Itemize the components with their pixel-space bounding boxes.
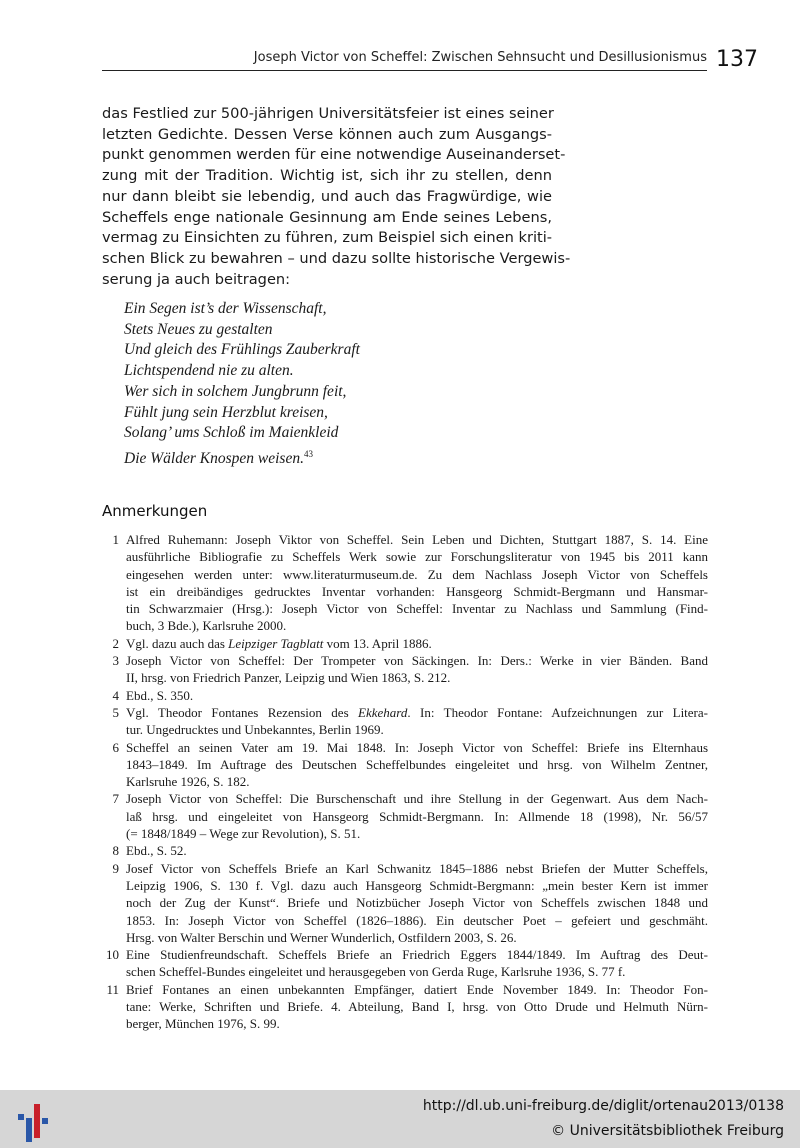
- copyright-notice: © Universitätsbibliothek Freiburg: [551, 1123, 784, 1139]
- note-item: [102, 635, 708, 652]
- note-line: Leipzig 1906, S. 130 f. Vgl. dazu auch Hansgeorg Schmidt-Bergmann: „mein bester Kern ist immer: [126, 877, 708, 893]
- body-line: letzten Gedichte. Dessen Verse können auch zum Ausgangs-: [102, 125, 552, 143]
- note-number: 1: [112, 532, 119, 547]
- note-line: Alfred Ruhemann: Joseph Viktor von Scheffel. Sein Leben und Dichten, Stuttgart 1887, S. 14. Eine: [126, 532, 708, 547]
- note-item: [102, 687, 708, 704]
- note-item: [102, 860, 708, 946]
- library-logo-icon: [16, 1098, 52, 1142]
- body-line: vermag zu Einsichten zu führen, zum Beispiel sich einen kriti-: [102, 229, 553, 247]
- poem-line: Wer sich in solchem Jungbrunn feit,: [124, 382, 347, 400]
- running-title: Joseph Victor von Scheffel: Zwischen Sehnsucht und Desillusionismus: [253, 50, 707, 65]
- note-text: . In: Theodor Fontane: Aufzeichnungen zur Litera-: [407, 704, 708, 720]
- note-item: [102, 652, 708, 687]
- note-line: schen Scheffel-Bundes eingeleitet und herausgegeben von Gerda Ruge, Karlsruhe 1936, S. 77 f.: [126, 964, 626, 980]
- note-line: Hrsg. von Walter Berschin und Werner Wunderlich, Ostfildern 2003, S. 26.: [126, 929, 517, 945]
- body-paragraph: [102, 104, 571, 290]
- note-line: tur. Ungedrucktes und Unbekanntes, Berlin 1969.: [126, 722, 384, 738]
- note-item: [102, 946, 708, 981]
- note-text: vom 13. April 1886.: [323, 635, 432, 651]
- body-line: zung mit der Tradition. Wichtig ist, sich ihr zu stellen, denn: [102, 167, 552, 185]
- poem-line: Lichtspendend nie zu alten.: [124, 362, 294, 380]
- viewer-footer: [0, 1090, 800, 1148]
- note-line: buch, 3 Bde.), Karlsruhe 2000.: [126, 618, 287, 634]
- poem-line: Solang’ ums Schloß im Maienkleid: [124, 424, 339, 442]
- note-line: berger, München 1976, S. 99.: [126, 1016, 280, 1032]
- poem-line-text: Die Wälder Knospen weisen.: [124, 449, 304, 467]
- footnote-reference[interactable]: 43: [303, 448, 313, 459]
- note-line: Ebd., S. 350.: [126, 687, 194, 703]
- note-line: Scheffel an seinen Vater am 19. Mai 1848. In: Joseph Victor von Scheffel: Briefe ins Elternhaus: [126, 739, 708, 755]
- note-text: Vgl. Theodor Fontanes Rezension des: [126, 704, 359, 720]
- note-line: [126, 704, 708, 721]
- note-text: Vgl. dazu auch das: [126, 635, 229, 651]
- note-number: 7: [112, 791, 119, 807]
- note-item: [102, 739, 708, 791]
- note-line: Karlsruhe 1926, S. 182.: [126, 774, 250, 790]
- header-rule: [102, 70, 707, 71]
- body-line: Scheffels enge nationale Gesinnung am Ende seines Lebens,: [102, 208, 552, 226]
- note-item: [102, 981, 708, 1033]
- note-line: ist ein dreibändiges gedrucktes Inventar vorhanden: Hansgeorg Schmidt-Bergmann und Hansmar-: [126, 583, 708, 599]
- note-number: 5: [112, 704, 119, 720]
- body-line: nur dann bleibt sie lebendig, und auch das Fragwürdige, wie: [102, 187, 552, 205]
- note-item: [102, 790, 708, 842]
- note-line: Joseph Victor von Scheffel: Die Burschenschaft und ihre Stellung in der Gegenwart. Aus dem Nach-: [126, 791, 708, 807]
- note-line: 1843–1849. Im Auftrage des Deutschen Scheffelbundes eingeleitet und hrsg. von Wilhelm Zentner,: [126, 756, 708, 772]
- notes-list: [102, 531, 708, 1033]
- note-item: [102, 531, 708, 635]
- note-line: eingesehen werden unter: www.literaturmuseum.de. Zu dem Nachlass Joseph Victor von Scheffels: [126, 566, 708, 582]
- note-number: 11: [106, 981, 119, 997]
- note-line: ausführliche Bibliografie zu Scheffels Werk sowie zur Forschungsliteratur von 1945 bis 2011 kann: [126, 549, 708, 565]
- note-number: 9: [112, 860, 119, 876]
- note-number: 2: [112, 635, 119, 651]
- note-item: [102, 704, 708, 739]
- poem-line-last: [124, 444, 444, 470]
- note-line: 1853. In: Joseph Victor von Scheffel (1826–1886). Ein deutscher Poet – gefeiert und geschmäht.: [126, 912, 708, 928]
- note-line: [126, 635, 708, 652]
- note-line: noch der Zug der Kunst“. Briefe und Notizbücher Joseph Victor von Scheffels zwischen 1848 und: [126, 895, 708, 911]
- note-number: 10: [106, 947, 119, 963]
- note-title-italic: Ekkehard: [358, 704, 408, 720]
- note-title-italic: Leipziger Tagblatt: [228, 635, 324, 651]
- note-line: Joseph Victor von Scheffel: Der Trompeter von Säckingen. In: Ders.: Werke in vier Bänden. Band: [126, 653, 708, 669]
- poem-line: Ein Segen ist’s der Wissenschaft,: [124, 300, 327, 317]
- poem-line: Und gleich des Frühlings Zauberkraft: [124, 341, 360, 359]
- note-line: tane: Werke, Schriften und Briefe. 4. Abteilung, Band I, hrsg. von Otto Drude und Helmuth Nürn-: [126, 999, 708, 1015]
- note-line: Eine Studienfreundschaft. Scheffels Briefe an Friedrich Eggers 1844/1849. Im Auftrag des Deut-: [126, 947, 708, 963]
- note-line: II, hrsg. von Friedrich Panzer, Leipzig und Wien 1863, S. 212.: [126, 670, 451, 686]
- body-line: punkt genommen werden für eine notwendige Auseinanderset-: [102, 146, 566, 164]
- note-number: 8: [112, 843, 119, 859]
- body-line: serung ja auch beitragen:: [102, 270, 291, 288]
- note-number: 4: [112, 687, 119, 703]
- body-line: schen Blick zu bewahren – und dazu sollte historische Vergewis-: [102, 249, 571, 267]
- note-number: 6: [112, 739, 119, 755]
- note-line: Josef Victor von Scheffels Briefe an Karl Schwanitz 1845–1886 nebst Briefen der Mutter Scheffels,: [126, 860, 708, 876]
- note-line: laß hrsg. und eingeleitet von Hansgeorg Schmidt-Bergmann. In: Allmende 18 (1998), Nr. 56/57: [126, 808, 708, 824]
- note-item: [102, 842, 708, 859]
- document-url-link[interactable]: http://dl.ub.uni-freiburg.de/diglit/ortenau2013/0138: [422, 1098, 784, 1114]
- note-number: 3: [112, 653, 119, 669]
- body-line: das Festlied zur 500-jährigen Universitätsfeier ist eines seiner: [102, 105, 554, 122]
- poem-quote: [124, 299, 444, 470]
- note-line: tin Schwarzmaier (Hrsg.): Joseph Victor von Scheffel: Inventar zu Nachlass und Sammlung (Find-: [126, 601, 708, 617]
- poem-line: Stets Neues zu gestalten: [124, 320, 273, 338]
- poem-line: Fühlt jung sein Herzblut kreisen,: [124, 403, 328, 421]
- page-number: 137: [716, 47, 758, 72]
- note-line: Ebd., S. 52.: [126, 843, 187, 859]
- note-line: Brief Fontanes an einen unbekannten Empfänger, datiert Ende November 1849. In: Theodor Fon-: [126, 981, 708, 997]
- notes-heading: Anmerkungen: [102, 502, 208, 520]
- note-line: (= 1848/1849 – Wege zur Revolution), S. 51.: [126, 826, 361, 842]
